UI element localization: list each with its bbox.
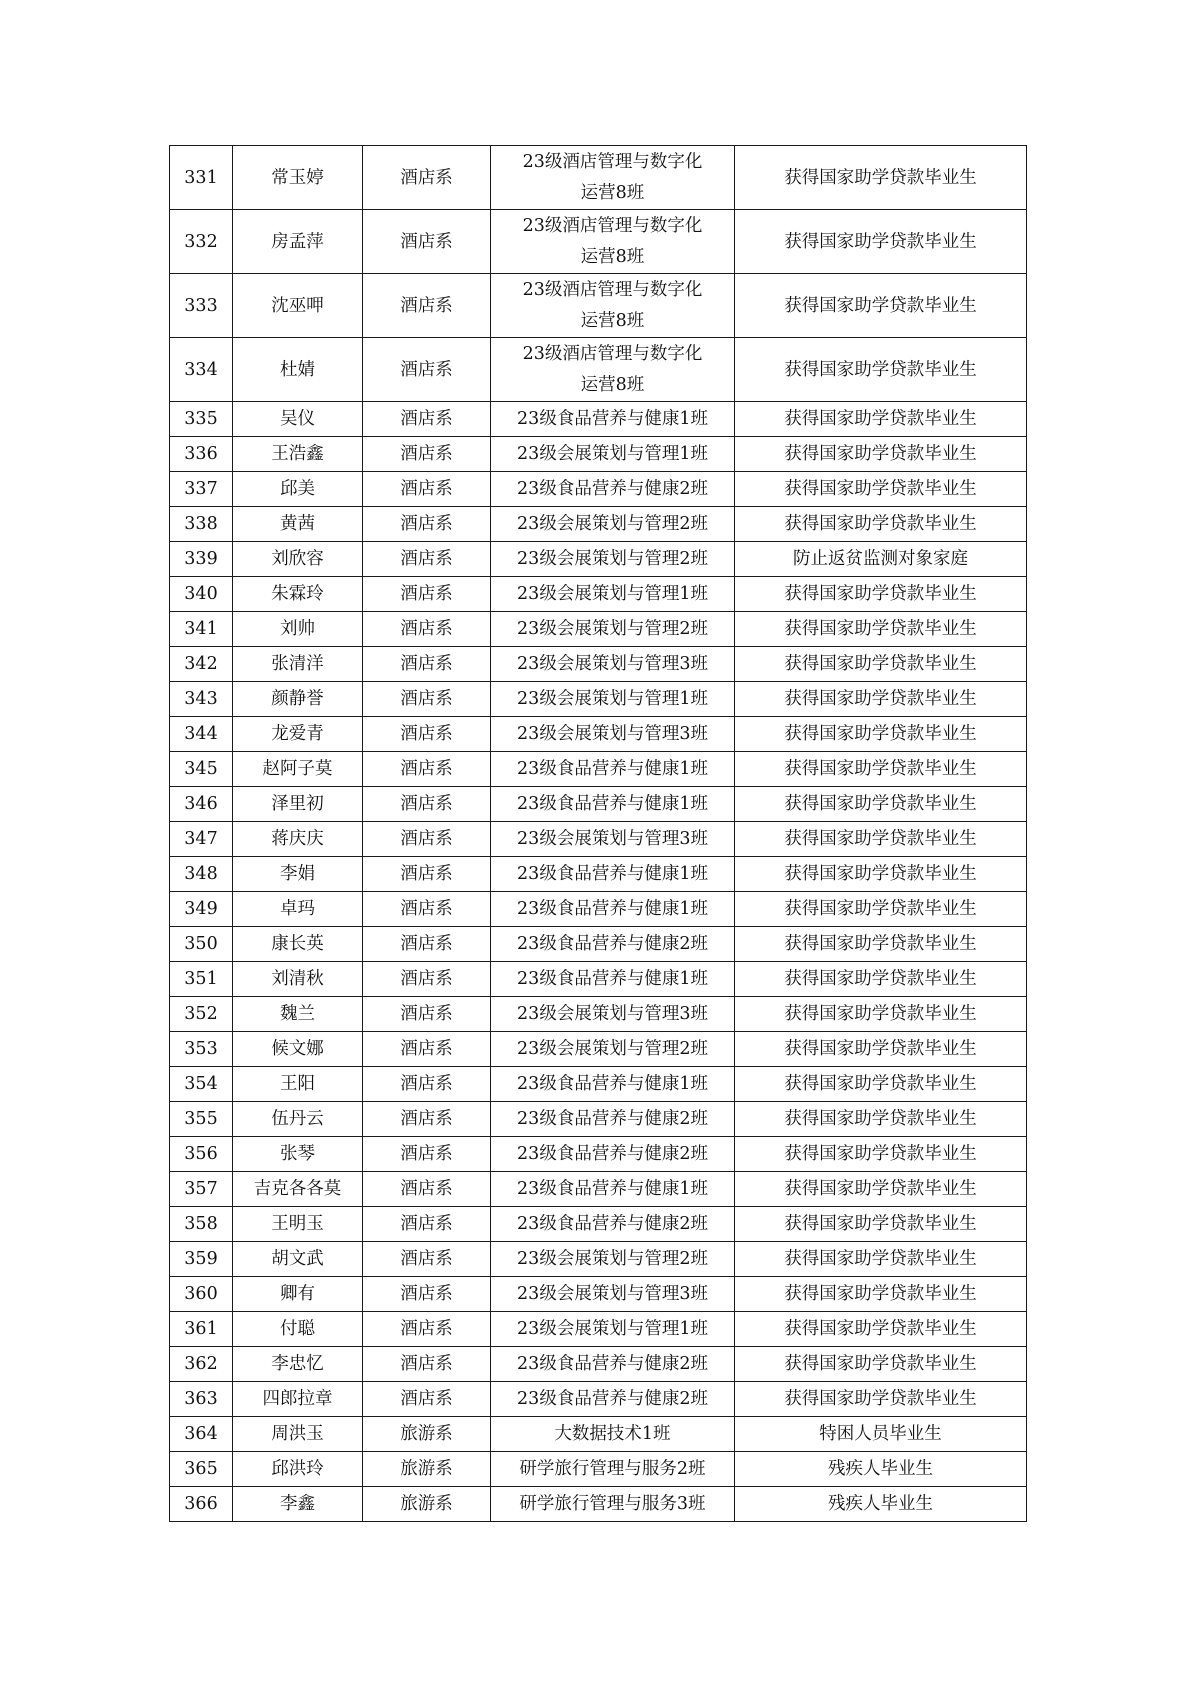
class-name-line-2: 运营8班 [580, 246, 645, 267]
aid-category: 残疾人毕业生 [735, 1452, 1027, 1487]
table-row [170, 892, 1027, 927]
student-name: 胡文武 [233, 1242, 363, 1277]
student-name: 常玉婷 [233, 146, 363, 210]
row-number: 362 [170, 1347, 233, 1382]
row-number: 348 [170, 857, 233, 892]
aid-category: 获得国家助学贷款毕业生 [735, 507, 1027, 542]
row-number: 331 [170, 146, 233, 210]
aid-category: 获得国家助学贷款毕业生 [735, 787, 1027, 822]
student-name: 刘清秋 [233, 962, 363, 997]
department: 酒店系 [363, 338, 491, 402]
aid-category: 获得国家助学贷款毕业生 [735, 577, 1027, 612]
row-number: 365 [170, 1452, 233, 1487]
class-name [491, 146, 735, 210]
table-row [170, 1382, 1027, 1417]
row-number: 349 [170, 892, 233, 927]
table-row [170, 437, 1027, 472]
class-name: 大数据技术1班 [491, 1417, 735, 1452]
row-number: 366 [170, 1487, 233, 1522]
table-row [170, 542, 1027, 577]
class-name: 23级食品营养与健康1班 [491, 1067, 735, 1102]
student-name: 吴仪 [233, 402, 363, 437]
aid-category: 获得国家助学贷款毕业生 [735, 962, 1027, 997]
row-number: 350 [170, 927, 233, 962]
aid-category: 获得国家助学贷款毕业生 [735, 1032, 1027, 1067]
department: 酒店系 [363, 146, 491, 210]
class-name: 23级会展策划与管理3班 [491, 647, 735, 682]
department: 酒店系 [363, 997, 491, 1032]
student-name: 候文娜 [233, 1032, 363, 1067]
student-name: 王浩鑫 [233, 437, 363, 472]
table-row [170, 647, 1027, 682]
table-row [170, 1032, 1027, 1067]
row-number: 346 [170, 787, 233, 822]
table-row [170, 577, 1027, 612]
table-row [170, 717, 1027, 752]
row-number: 360 [170, 1277, 233, 1312]
table-row [170, 857, 1027, 892]
table-row [170, 1172, 1027, 1207]
aid-category: 获得国家助学贷款毕业生 [735, 1207, 1027, 1242]
table-row [170, 1452, 1027, 1487]
department: 酒店系 [363, 1242, 491, 1277]
row-number: 336 [170, 437, 233, 472]
aid-category: 获得国家助学贷款毕业生 [735, 1242, 1027, 1277]
row-number: 337 [170, 472, 233, 507]
table-row [170, 787, 1027, 822]
aid-category: 获得国家助学贷款毕业生 [735, 752, 1027, 787]
student-name: 邱洪玲 [233, 1452, 363, 1487]
class-name-line-1: 23级酒店管理与数字化 [522, 343, 703, 364]
class-name: 23级会展策划与管理3班 [491, 1277, 735, 1312]
class-name: 23级食品营养与健康1班 [491, 962, 735, 997]
table-row [170, 682, 1027, 717]
student-name: 李忠忆 [233, 1347, 363, 1382]
student-name: 杜婧 [233, 338, 363, 402]
class-name: 23级食品营养与健康2班 [491, 1102, 735, 1137]
department: 酒店系 [363, 682, 491, 717]
class-name [491, 210, 735, 274]
class-name: 研学旅行管理与服务2班 [491, 1452, 735, 1487]
aid-category: 获得国家助学贷款毕业生 [735, 1312, 1027, 1347]
row-number: 342 [170, 647, 233, 682]
class-name: 23级食品营养与健康1班 [491, 752, 735, 787]
department: 酒店系 [363, 1032, 491, 1067]
student-name: 康长英 [233, 927, 363, 962]
department: 酒店系 [363, 507, 491, 542]
aid-category: 获得国家助学贷款毕业生 [735, 822, 1027, 857]
aid-category: 获得国家助学贷款毕业生 [735, 1277, 1027, 1312]
table-row [170, 1312, 1027, 1347]
student-name: 房孟萍 [233, 210, 363, 274]
aid-category: 防止返贫监测对象家庭 [735, 542, 1027, 577]
department: 酒店系 [363, 472, 491, 507]
department: 酒店系 [363, 1067, 491, 1102]
class-name: 23级食品营养与健康2班 [491, 1137, 735, 1172]
department: 酒店系 [363, 822, 491, 857]
row-number: 345 [170, 752, 233, 787]
student-name: 李鑫 [233, 1487, 363, 1522]
department: 酒店系 [363, 1102, 491, 1137]
department: 酒店系 [363, 1382, 491, 1417]
student-name: 伍丹云 [233, 1102, 363, 1137]
department: 酒店系 [363, 1312, 491, 1347]
student-name: 吉克各各莫 [233, 1172, 363, 1207]
table-row [170, 1067, 1027, 1102]
department: 酒店系 [363, 1137, 491, 1172]
student-name: 张清洋 [233, 647, 363, 682]
aid-category: 获得国家助学贷款毕业生 [735, 1382, 1027, 1417]
student-name: 刘帅 [233, 612, 363, 647]
aid-category: 获得国家助学贷款毕业生 [735, 1102, 1027, 1137]
department: 酒店系 [363, 437, 491, 472]
class-name-line-1: 23级酒店管理与数字化 [522, 215, 703, 236]
table-row [170, 927, 1027, 962]
student-name: 泽里初 [233, 787, 363, 822]
table-row [170, 822, 1027, 857]
department: 酒店系 [363, 612, 491, 647]
department: 旅游系 [363, 1452, 491, 1487]
department: 酒店系 [363, 647, 491, 682]
department: 酒店系 [363, 274, 491, 338]
table-row [170, 997, 1027, 1032]
row-number: 347 [170, 822, 233, 857]
table-row [170, 1347, 1027, 1382]
table-row [170, 146, 1027, 210]
aid-category: 获得国家助学贷款毕业生 [735, 1172, 1027, 1207]
department: 酒店系 [363, 927, 491, 962]
class-name: 23级会展策划与管理2班 [491, 1242, 735, 1277]
department: 酒店系 [363, 577, 491, 612]
row-number: 333 [170, 274, 233, 338]
class-name-line-1: 23级酒店管理与数字化 [522, 279, 703, 300]
class-name: 23级食品营养与健康2班 [491, 1347, 735, 1382]
student-name: 魏兰 [233, 997, 363, 1032]
class-name: 23级食品营养与健康1班 [491, 857, 735, 892]
table-row [170, 210, 1027, 274]
class-name: 23级食品营养与健康1班 [491, 1172, 735, 1207]
department: 酒店系 [363, 1277, 491, 1312]
table-row [170, 1207, 1027, 1242]
table-row [170, 962, 1027, 997]
department: 酒店系 [363, 717, 491, 752]
table-row [170, 274, 1027, 338]
aid-category: 获得国家助学贷款毕业生 [735, 1137, 1027, 1172]
table-row [170, 1102, 1027, 1137]
class-name: 23级会展策划与管理2班 [491, 1032, 735, 1067]
aid-category: 获得国家助学贷款毕业生 [735, 647, 1027, 682]
student-name: 王阳 [233, 1067, 363, 1102]
row-number: 359 [170, 1242, 233, 1277]
row-number: 354 [170, 1067, 233, 1102]
row-number: 344 [170, 717, 233, 752]
class-name-line-1: 23级酒店管理与数字化 [522, 151, 703, 172]
student-name: 王明玉 [233, 1207, 363, 1242]
table-row [170, 472, 1027, 507]
student-name: 邱美 [233, 472, 363, 507]
class-name: 23级食品营养与健康2班 [491, 1207, 735, 1242]
class-name: 23级会展策划与管理1班 [491, 682, 735, 717]
class-name: 23级食品营养与健康2班 [491, 472, 735, 507]
class-name: 23级会展策划与管理2班 [491, 542, 735, 577]
class-name: 23级会展策划与管理1班 [491, 437, 735, 472]
aid-category: 获得国家助学贷款毕业生 [735, 402, 1027, 437]
student-name: 四郎拉章 [233, 1382, 363, 1417]
row-number: 357 [170, 1172, 233, 1207]
row-number: 338 [170, 507, 233, 542]
student-name: 沈巫呷 [233, 274, 363, 338]
table-row [170, 402, 1027, 437]
department: 旅游系 [363, 1417, 491, 1452]
student-name: 付聪 [233, 1312, 363, 1347]
table-row [170, 507, 1027, 542]
student-name: 龙爱青 [233, 717, 363, 752]
class-name: 23级食品营养与健康1班 [491, 787, 735, 822]
student-name: 卓玛 [233, 892, 363, 927]
student-name: 黄茜 [233, 507, 363, 542]
class-name: 23级食品营养与健康1班 [491, 892, 735, 927]
row-number: 356 [170, 1137, 233, 1172]
department: 酒店系 [363, 210, 491, 274]
table-row [170, 1242, 1027, 1277]
row-number: 353 [170, 1032, 233, 1067]
aid-category: 获得国家助学贷款毕业生 [735, 437, 1027, 472]
department: 酒店系 [363, 752, 491, 787]
class-name: 23级会展策划与管理3班 [491, 717, 735, 752]
aid-category: 获得国家助学贷款毕业生 [735, 274, 1027, 338]
row-number: 364 [170, 1417, 233, 1452]
aid-category: 获得国家助学贷款毕业生 [735, 612, 1027, 647]
aid-category: 获得国家助学贷款毕业生 [735, 338, 1027, 402]
department: 酒店系 [363, 1172, 491, 1207]
aid-category: 获得国家助学贷款毕业生 [735, 472, 1027, 507]
student-name: 刘欣容 [233, 542, 363, 577]
student-name: 卿有 [233, 1277, 363, 1312]
student-name: 蒋庆庆 [233, 822, 363, 857]
row-number: 332 [170, 210, 233, 274]
row-number: 351 [170, 962, 233, 997]
class-name: 23级会展策划与管理1班 [491, 577, 735, 612]
class-name: 23级食品营养与健康1班 [491, 402, 735, 437]
table-row [170, 1277, 1027, 1312]
row-number: 358 [170, 1207, 233, 1242]
aid-category: 特困人员毕业生 [735, 1417, 1027, 1452]
department: 旅游系 [363, 1487, 491, 1522]
row-number: 339 [170, 542, 233, 577]
class-name [491, 274, 735, 338]
table-row [170, 1137, 1027, 1172]
class-name: 23级会展策划与管理3班 [491, 997, 735, 1032]
class-name [491, 338, 735, 402]
table-row [170, 612, 1027, 647]
department: 酒店系 [363, 542, 491, 577]
row-number: 355 [170, 1102, 233, 1137]
aid-category: 获得国家助学贷款毕业生 [735, 1347, 1027, 1382]
department: 酒店系 [363, 857, 491, 892]
table-row [170, 1417, 1027, 1452]
aid-category: 获得国家助学贷款毕业生 [735, 997, 1027, 1032]
table-row [170, 1487, 1027, 1522]
department: 酒店系 [363, 892, 491, 927]
row-number: 340 [170, 577, 233, 612]
row-number: 343 [170, 682, 233, 717]
student-name: 赵阿子莫 [233, 752, 363, 787]
row-number: 363 [170, 1382, 233, 1417]
student-list-table-container [169, 145, 1026, 1522]
department: 酒店系 [363, 1207, 491, 1242]
aid-category: 获得国家助学贷款毕业生 [735, 682, 1027, 717]
aid-category: 获得国家助学贷款毕业生 [735, 146, 1027, 210]
student-name: 周洪玉 [233, 1417, 363, 1452]
table-row [170, 752, 1027, 787]
class-name-line-2: 运营8班 [580, 374, 645, 395]
class-name: 23级会展策划与管理2班 [491, 612, 735, 647]
aid-category: 获得国家助学贷款毕业生 [735, 1067, 1027, 1102]
student-name: 张琴 [233, 1137, 363, 1172]
aid-category: 获得国家助学贷款毕业生 [735, 210, 1027, 274]
aid-category: 获得国家助学贷款毕业生 [735, 927, 1027, 962]
class-name-line-2: 运营8班 [580, 310, 645, 331]
class-name: 23级食品营养与健康2班 [491, 1382, 735, 1417]
class-name: 23级会展策划与管理1班 [491, 1312, 735, 1347]
table-row [170, 338, 1027, 402]
department: 酒店系 [363, 787, 491, 822]
aid-category: 获得国家助学贷款毕业生 [735, 857, 1027, 892]
row-number: 334 [170, 338, 233, 402]
row-number: 335 [170, 402, 233, 437]
class-name: 23级食品营养与健康2班 [491, 927, 735, 962]
department: 酒店系 [363, 1347, 491, 1382]
row-number: 352 [170, 997, 233, 1032]
aid-category: 获得国家助学贷款毕业生 [735, 717, 1027, 752]
student-list-table [169, 145, 1027, 1522]
row-number: 341 [170, 612, 233, 647]
row-number: 361 [170, 1312, 233, 1347]
department: 酒店系 [363, 962, 491, 997]
aid-category: 获得国家助学贷款毕业生 [735, 892, 1027, 927]
department: 酒店系 [363, 402, 491, 437]
class-name: 23级会展策划与管理2班 [491, 507, 735, 542]
student-name: 朱霖玲 [233, 577, 363, 612]
aid-category: 残疾人毕业生 [735, 1487, 1027, 1522]
class-name-line-2: 运营8班 [580, 182, 645, 203]
class-name: 研学旅行管理与服务3班 [491, 1487, 735, 1522]
student-name: 颜静誉 [233, 682, 363, 717]
class-name: 23级会展策划与管理3班 [491, 822, 735, 857]
student-name: 李娟 [233, 857, 363, 892]
